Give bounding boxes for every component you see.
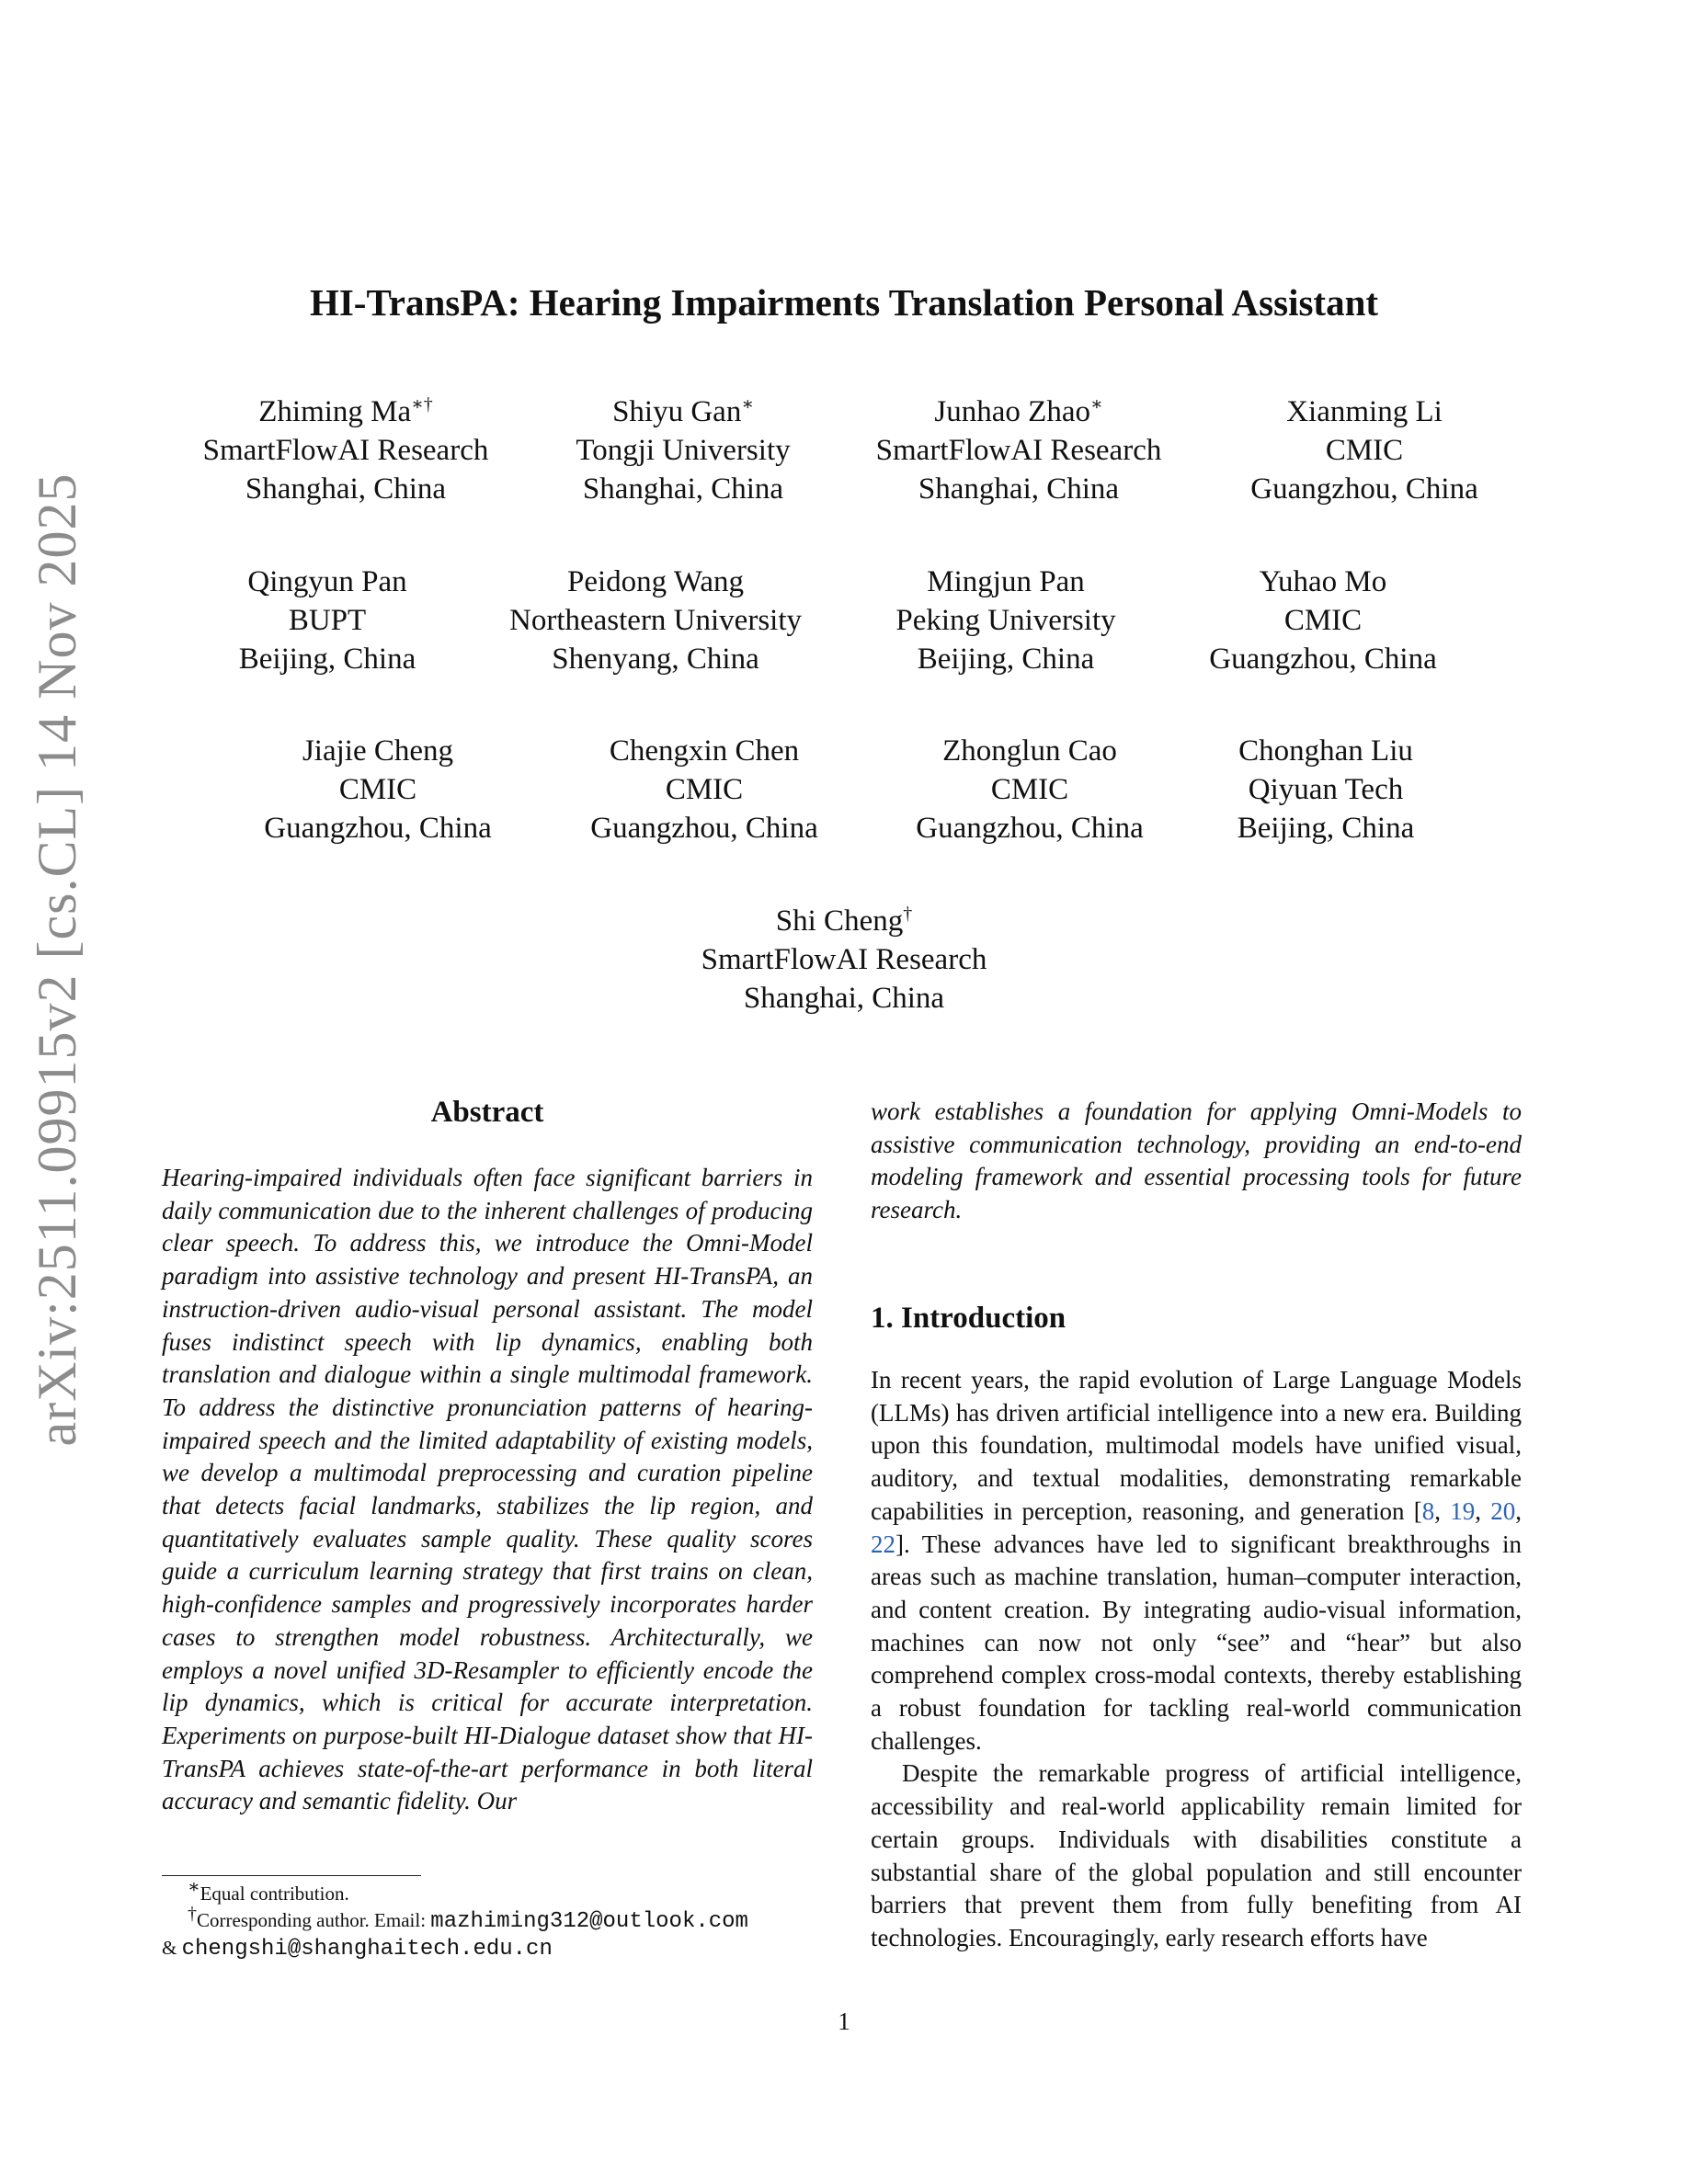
author-block [844,392,1193,508]
email-link-1[interactable]: mazhiming312@outlook.com [430,1909,748,1934]
introduction-body [871,1364,1522,1955]
author-block [1148,563,1498,678]
author-name: Zhiming Ma [258,395,412,428]
author-location: Beijing, China [1237,812,1415,845]
author-location: Beijing, China [238,643,416,676]
footnote-divider [162,1875,421,1876]
author-name: Shiyu Gan [612,395,742,428]
abstract-text: Hearing-impaired individuals often face significant barriers in daily communication due to the inherent challenges of producing clear speech. To address this, we introduce the Omni-Model paradigm into assistive technology and present HI-TransPA, an instruction-driven audio-visual personal assistant. The model fuses indistinct speech with lip dynamics, enabling both translation and dialogue within a single multimodal framework. To address the distinctive pronunciation patterns of hearing-impaired speech and the limited adaptability of existing models, we develop a multimodal preprocessing and curation pipeline that detects facial landmarks, stabilizes the lip region, and quantitatively evaluates sample quality. These quality scores guide a curriculum learning strategy that first trains on clean, high-confidence samples and progressively incorporates harder cases to strengthen model robustness. Architecturally, we employs a novel unified 3D-Resampler to efficiently encode the lip dynamics, which is critical for accurate interpretation. Experiments on purpose-built HI-Dialogue dataset show that HI-TransPA achieves state-of-the-art performance in both literal accuracy and semantic fidelity. Our [162,1164,813,1815]
author-affiliation: CMIC [1283,604,1363,637]
author-affiliation: SmartFlowAI Research [202,434,489,467]
author-location: Shenyang, China [552,643,759,676]
author-name: Qingyun Pan [247,565,407,598]
author-block [1190,392,1539,508]
author-affiliation: Qiyuan Tech [1248,773,1404,806]
footnote-mark: † [188,1904,197,1924]
author-block [669,902,1019,1018]
author-affiliation: CMIC [338,773,417,806]
author-name: Xianming Li [1286,395,1443,428]
author-block [530,732,879,847]
author-mark: ∗† [411,394,433,415]
author-affiliation: Tongji University [576,434,791,467]
author-affiliation: Peking University [895,604,1116,637]
author-affiliation: SmartFlowAI Research [701,943,987,976]
author-location: Shanghai, China [582,472,784,506]
citation-link[interactable]: 8 [1421,1496,1435,1525]
footnote-mark: ∗ [188,1877,200,1897]
citation-link[interactable]: 22 [871,1530,895,1558]
author-mark: † [903,904,913,924]
email-link-2[interactable]: chengshi@shanghaitech.edu.cn [181,1937,553,1962]
author-location: Guangzhou, China [264,812,492,845]
paragraph-text: In recent years, the rapid evolution of Large Language Models (LLMs) has driven artificial intelligence into a new era. Building upon this foundation, multimodal models have unified visual, auditory, and textual modalities, demonstrating remarkable capabilities in perception, reasoning, and generation [ [871,1366,1522,1525]
arxiv-identifier: arXiv:2511.09915v2 [cs.CL] 14 Nov 2025 [27,472,87,1447]
citation-link[interactable]: 19 [1450,1496,1476,1525]
author-affiliation: Northeastern University [509,604,802,637]
footnotes [162,1877,824,1962]
author-block [171,392,520,508]
author-affiliation: CMIC [990,773,1069,806]
author-block [203,732,553,847]
author-location: Shanghai, China [743,982,945,1015]
author-location: Shanghai, China [245,472,447,506]
author-block [508,392,858,508]
paragraph: Despite the remarkable progress of artificial intelligence, accessibility and real-world applicability remain limited for certain groups. Individuals with disabilities constitute a substantial share of the global population and still encounter barriers that prevent them from fully benefiting from AI technologies. Encouragingly, early research efforts have [871,1759,1522,1951]
author-block [481,563,830,678]
citation-link[interactable]: 20 [1490,1496,1516,1525]
author-name: Chengxin Chen [609,734,800,768]
author-name: Jiajie Cheng [302,734,454,768]
footnote-equal-contribution: Equal contribution. [200,1883,349,1905]
author-block [831,563,1180,678]
section-heading-introduction: 1. Introduction [871,1302,1066,1335]
author-name: Peidong Wang [567,565,744,598]
author-location: Guangzhou, China [1250,472,1478,506]
footnote-ampersand: & [162,1937,182,1959]
footnote-corresponding: Corresponding author. Email: [197,1909,431,1931]
author-mark: ∗ [1089,394,1103,415]
author-location: Shanghai, China [918,472,1120,506]
author-location: Guangzhou, China [590,812,818,845]
author-affiliation: SmartFlowAI Research [875,434,1162,467]
author-name: Chonghan Liu [1238,734,1413,768]
author-location: Beijing, China [917,643,1095,676]
author-name: Yuhao Mo [1259,565,1387,598]
paragraph: In recent years, the rapid evolution of Large Language Models (LLMs) has driven artificial intelligence into a new era. Building upon this foundation, multimodal models have unified visual, auditory, and textual modalities, demonstrating remarkable capabilities in perception, reasoning, and generation [8, 19, 20, 22]. These advances have led to significant breakthroughs in areas such as machine translation, human–computer interaction, and content creation. By integrating audio-visual information, machines can now not only “see” and “hear” but also comprehend complex cross-modal contexts, thereby establishing a robust foundation for tackling real-world communication challenges. [871,1366,1523,1755]
author-name: Shi Cheng [775,904,904,938]
author-affiliation: CMIC [1325,434,1404,467]
paper-title: HI-TransPA: Hearing Impairments Translation Personal Assistant [309,281,1379,324]
paragraph-text: ]. These advances have led to significant breakthroughs in areas such as machine translation, human–computer interaction, and content creation. By integrating audio-visual information, machines can now not only “see” and “hear” but also comprehend complex cross-modal contexts, thereby establishing a robust foundation for tackling real-world communication challenges. [871,1530,1522,1755]
author-location: Guangzhou, China [1209,643,1437,676]
abstract-text-continued: work establishes a foundation for applying Omni-Models to assistive communication technology, providing an end-to-end modeling framework and essential processing tools for future research. [871,1098,1522,1224]
author-name: Zhonglun Cao [942,734,1117,768]
author-affiliation: BUPT [288,604,367,637]
page-number: 1 [838,2008,850,2035]
author-block [1151,732,1500,847]
author-affiliation: CMIC [665,773,744,806]
author-mark: ∗ [741,394,754,415]
abstract-heading: Abstract [430,1096,544,1129]
author-location: Guangzhou, China [916,812,1144,845]
author-name: Junhao Zhao [934,395,1090,428]
author-block [153,563,502,678]
author-name: Mingjun Pan [927,565,1085,598]
